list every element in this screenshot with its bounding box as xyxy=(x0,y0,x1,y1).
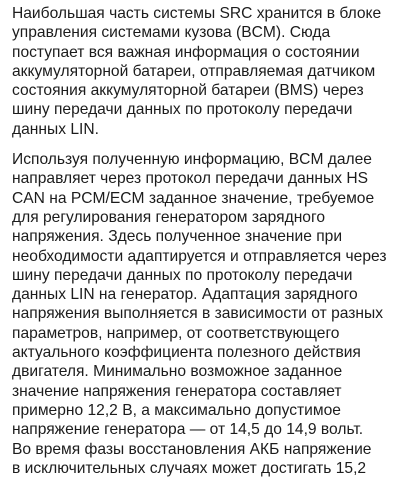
text-line: необходимости адаптируется и отправляется через xyxy=(12,247,387,265)
text-line: аккумуляторной батареи, отправляемая датчиком xyxy=(12,62,376,80)
text-line: напряжение генератора — от 14,5 до 14,9 вольт. xyxy=(12,421,364,439)
text-line: шину передачи данных по протоколу передачи xyxy=(12,101,353,119)
text-line: Во время фазы восстановления АКБ напряжение xyxy=(12,440,372,458)
text-line: поступает вся важная информация о состоянии xyxy=(12,43,360,61)
text-line: в исключительных случаях может достигать 15,2 xyxy=(12,459,367,477)
text-line: двигателя. Минимально возможное заданное xyxy=(12,363,343,381)
paragraph-src-overview xyxy=(12,4,396,139)
text-line: состояния аккумуляторной батареи (BMS) через xyxy=(12,82,364,100)
document-body xyxy=(12,4,396,478)
text-line: примерно 12,2 В, а максимально допустимое xyxy=(12,401,341,419)
text-line: напряжения. Здесь полученное значение при xyxy=(12,228,343,246)
text-line: направляет через протокол передачи данных HS xyxy=(12,170,369,188)
text-line: параметров, например, от соответствующего xyxy=(12,324,340,342)
text-line: значение напряжения генератора составляет xyxy=(12,382,342,400)
text-line: шину передачи данных по протоколу передачи xyxy=(12,266,353,284)
text-line: данных LIN на генератор. Адаптация зарядного xyxy=(12,286,358,304)
text-line: Наибольшая часть системы SRC хранится в блоке xyxy=(12,5,382,22)
text-line: актуального коэффициента полезного действия xyxy=(12,344,361,362)
text-line: данных LIN. xyxy=(12,120,99,138)
paragraph-voltage-regulation xyxy=(12,150,396,478)
text-line: напряжения выполняется в зависимости от разных xyxy=(12,305,384,323)
text-line: CAN на PCM/ECM заданное значение, требуемое xyxy=(12,189,375,207)
text-line: для регулирования генератором зарядного xyxy=(12,208,326,226)
text-line: Используя полученную информацию, BCM далее xyxy=(12,151,372,169)
text-line: управления системами кузова (BCM). Сюда xyxy=(12,24,331,42)
